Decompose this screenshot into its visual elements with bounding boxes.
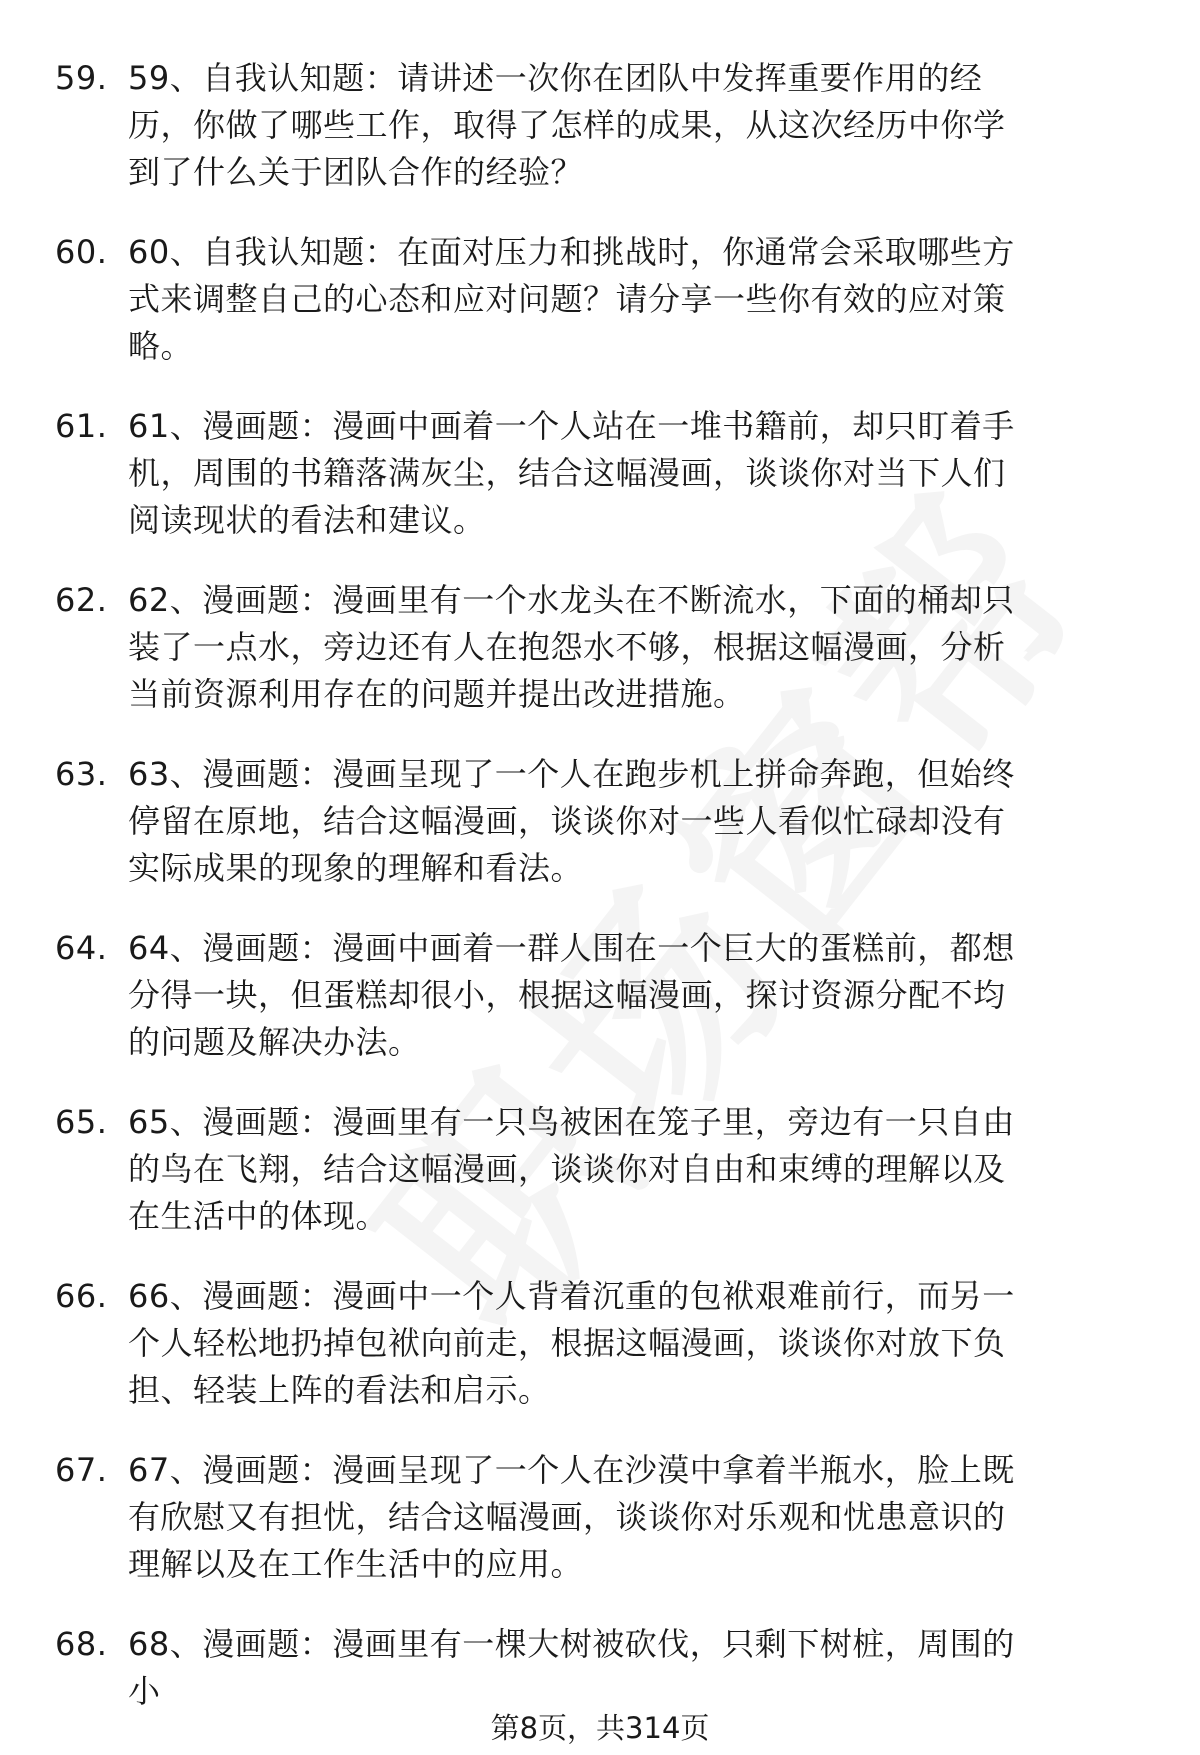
question-text: 63、漫画题：漫画呈现了一个人在跑步机上拼命奔跑，但始终停留在原地，结合这幅漫画，谈谈你对一些人看似忙碌却没有实际成果的现象的理解和看法。 [128,755,1015,887]
list-item [0,229,1200,370]
question-text: 66、漫画题：漫画中一个人背着沉重的包袱艰难前行，而另一个人轻松地扔掉包袱向前走，根据这幅漫画，谈谈你对放下负担、轻装上阵的看法和启示。 [128,1277,1015,1409]
list-item [0,925,1200,1066]
list-item [0,751,1200,892]
question-number: 59. [55,59,108,97]
question-number: 60. [55,233,108,271]
question-list [0,55,1200,1748]
question-text: 68、漫画题：漫画里有一棵大树被砍伐，只剩下树桩，周围的小 [128,1625,1015,1710]
question-number: 63. [55,755,108,793]
list-item [0,403,1200,544]
question-number: 62. [55,581,108,619]
page-footer: 第8页，共314页 [490,1711,710,1745]
question-text: 67、漫画题：漫画呈现了一个人在沙漠中拿着半瓶水，脸上既有欣慰又有担忧，结合这幅漫画，谈谈你对乐观和忧患意识的理解以及在工作生活中的应用。 [128,1451,1015,1583]
list-item [0,1447,1200,1588]
question-number: 65. [55,1103,108,1141]
list-item [0,55,1200,196]
list-item [0,1273,1200,1414]
question-number: 66. [55,1277,108,1315]
list-item [0,1621,1200,1715]
question-text: 64、漫画题：漫画中画着一群人围在一个巨大的蛋糕前，都想分得一块，但蛋糕却很小，根据这幅漫画，探讨资源分配不均的问题及解决办法。 [128,929,1015,1061]
list-item [0,577,1200,718]
question-text: 65、漫画题：漫画里有一只鸟被困在笼子里，旁边有一只自由的鸟在飞翔，结合这幅漫画，谈谈你对自由和束缚的理解以及在生活中的体现。 [128,1103,1015,1235]
question-text: 61、漫画题：漫画中画着一个人站在一堆书籍前，却只盯着手机，周围的书籍落满灰尘，结合这幅漫画，谈谈你对当下人们阅读现状的看法和建议。 [128,407,1015,539]
question-text: 60、自我认知题：在面对压力和挑战时，你通常会采取哪些方式来调整自己的心态和应对问题？请分享一些你有效的应对策略。 [128,233,1015,365]
question-number: 68. [55,1625,108,1663]
question-number: 67. [55,1451,108,1489]
question-number: 61. [55,407,108,445]
list-item [0,1099,1200,1240]
question-text: 62、漫画题：漫画里有一个水龙头在不断流水，下面的桶却只装了一点水，旁边还有人在抱怨水不够，根据这幅漫画，分析当前资源利用存在的问题并提出改进措施。 [128,581,1015,713]
question-text: 59、自我认知题：请讲述一次你在团队中发挥重要作用的经历，你做了哪些工作，取得了怎样的成果，从这次经历中你学到了什么关于团队合作的经验？ [128,59,1006,191]
question-number: 64. [55,929,108,967]
